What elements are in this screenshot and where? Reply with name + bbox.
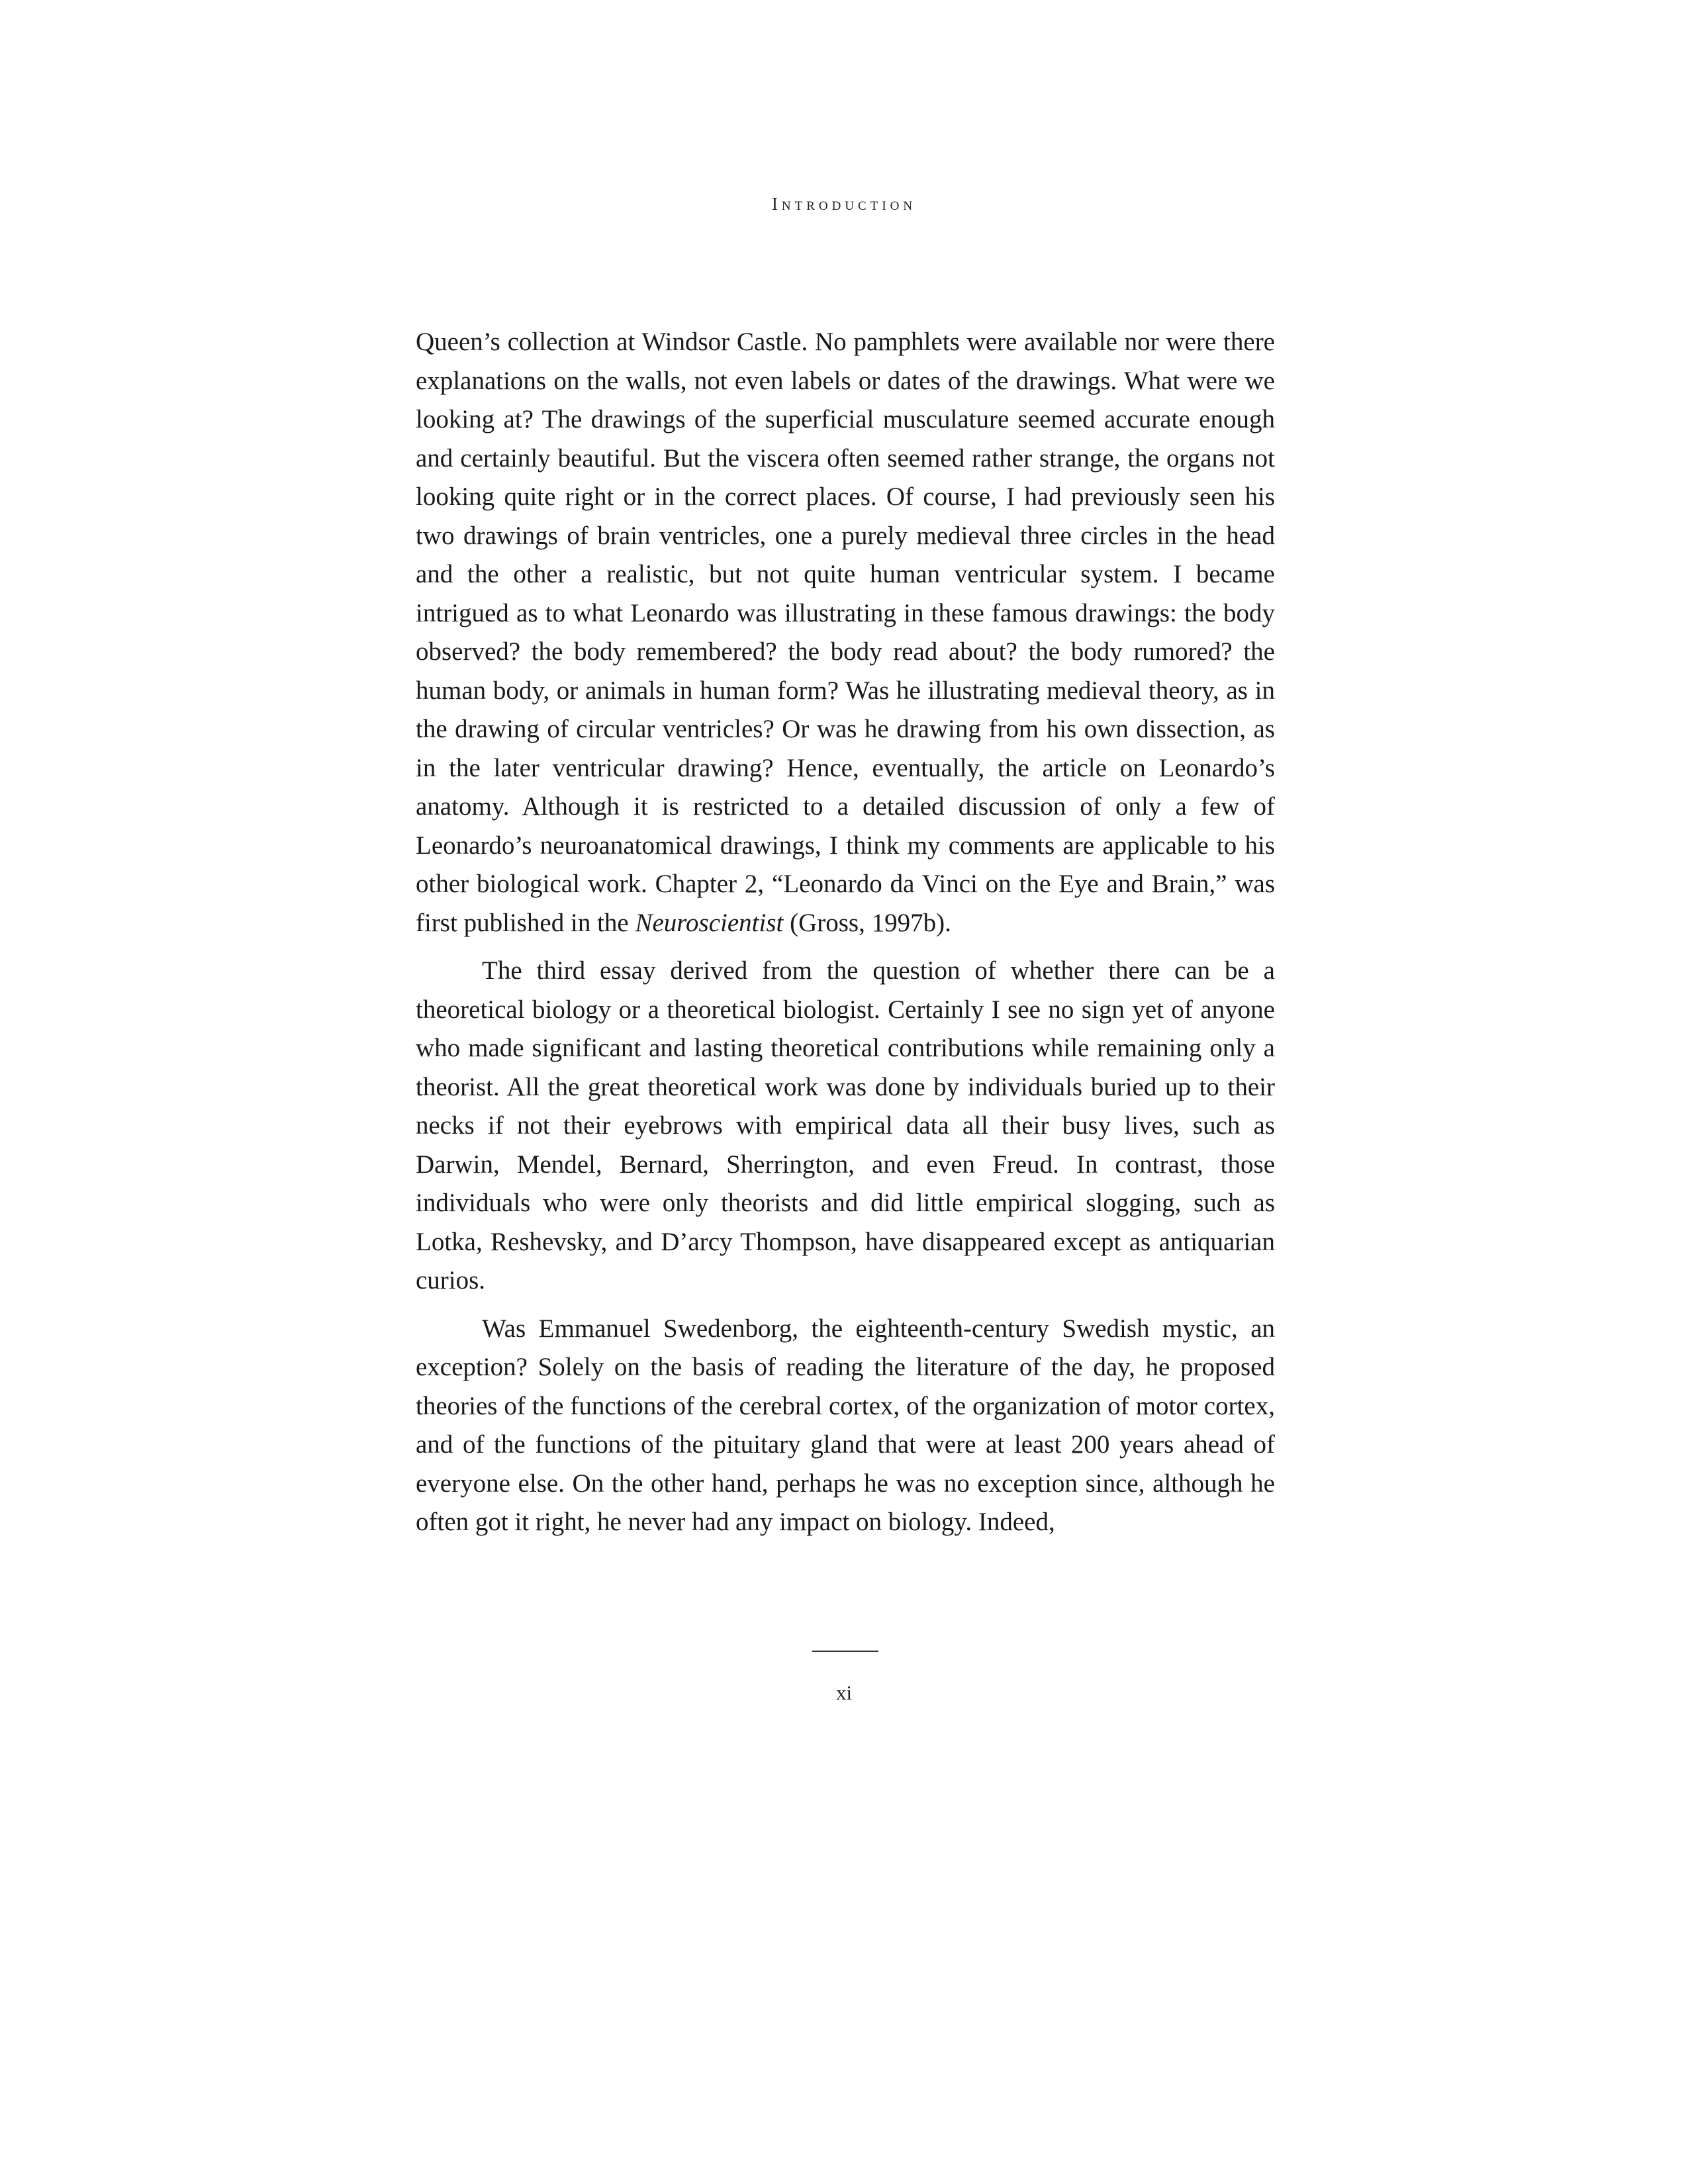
paragraph-3: Was Emmanuel Swedenborg, the eighteenth-century Swedish mystic, an exception? Solely on the basis of reading the literature of the day, he proposed theories of the functions of the cerebral cortex, of the organization of motor cortex, and of the functions of the pituitary gland that were at least 200 years ahead of everyone else. On the other hand, perhaps he was no exception since, although he often got it right, he never had any impact on biology. Indeed, [416,1314,1275,1536]
paragraph-1 [416,323,1275,942]
paragraph-2: The third essay derived from the question of whether there can be a theoretical biology or a theoretical biologist. Certainly I see no sign yet of anyone who made significant and lasting theoretical contributions while remaining only a theorist. All the great theoretical work was done by individuals buried up to their necks if not their eyebrows with empirical data all their busy lives, such as Darwin, Mendel, Bernard, Sherrington, and even Freud. In contrast, those individuals who were only theorists and did little empirical slogging, such as Lotka, Reshevsky, and D’arcy Thompson, have disappeared except as antiquarian curios. [416,956,1275,1295]
body-text [416,323,1275,1542]
journal-title: Neuroscientist [635,908,784,937]
folio-rule [812,1651,878,1652]
paragraph-1-citation: (Gross, 1997b). [783,908,951,937]
paragraph-1-text: Queen’s collection at Windsor Castle. No pamphlets were available nor were there explanations on the walls, not even labels or dates of the drawings. What were we looking at? The drawings of the superficial musculature seemed accurate enough and certainly beautiful. But the viscera often seemed rather strange, the organs not looking quite right or in the correct places. Of course, I had previously seen his two drawings of brain ventricles, one a purely medieval three circles in the head and the other a realistic, but not quite human ventricular system. I became intrigued as to what Leonardo was illustrating in these famous drawings: the body observed? the body remembered? the body read about? the body rumored? the human body, or animals in human form? Was he illustrating medieval theory, as in the drawing of circular ventricles? Or was he drawing from his own dissection, as in the later ventricular drawing? Hence, eventually, the article on Leonardo’s anatomy. Although it is restricted to a detailed discussion of only a few of Leonardo’s neuroanatomical drawings, I think my comments are applicable to his other biological work. Chapter 2, “Leonardo da Vinci on the Eye and Brain,” was first published in the [416,328,1275,937]
running-head: Introduction [771,194,917,214]
page-number: xi [835,1681,853,1704]
